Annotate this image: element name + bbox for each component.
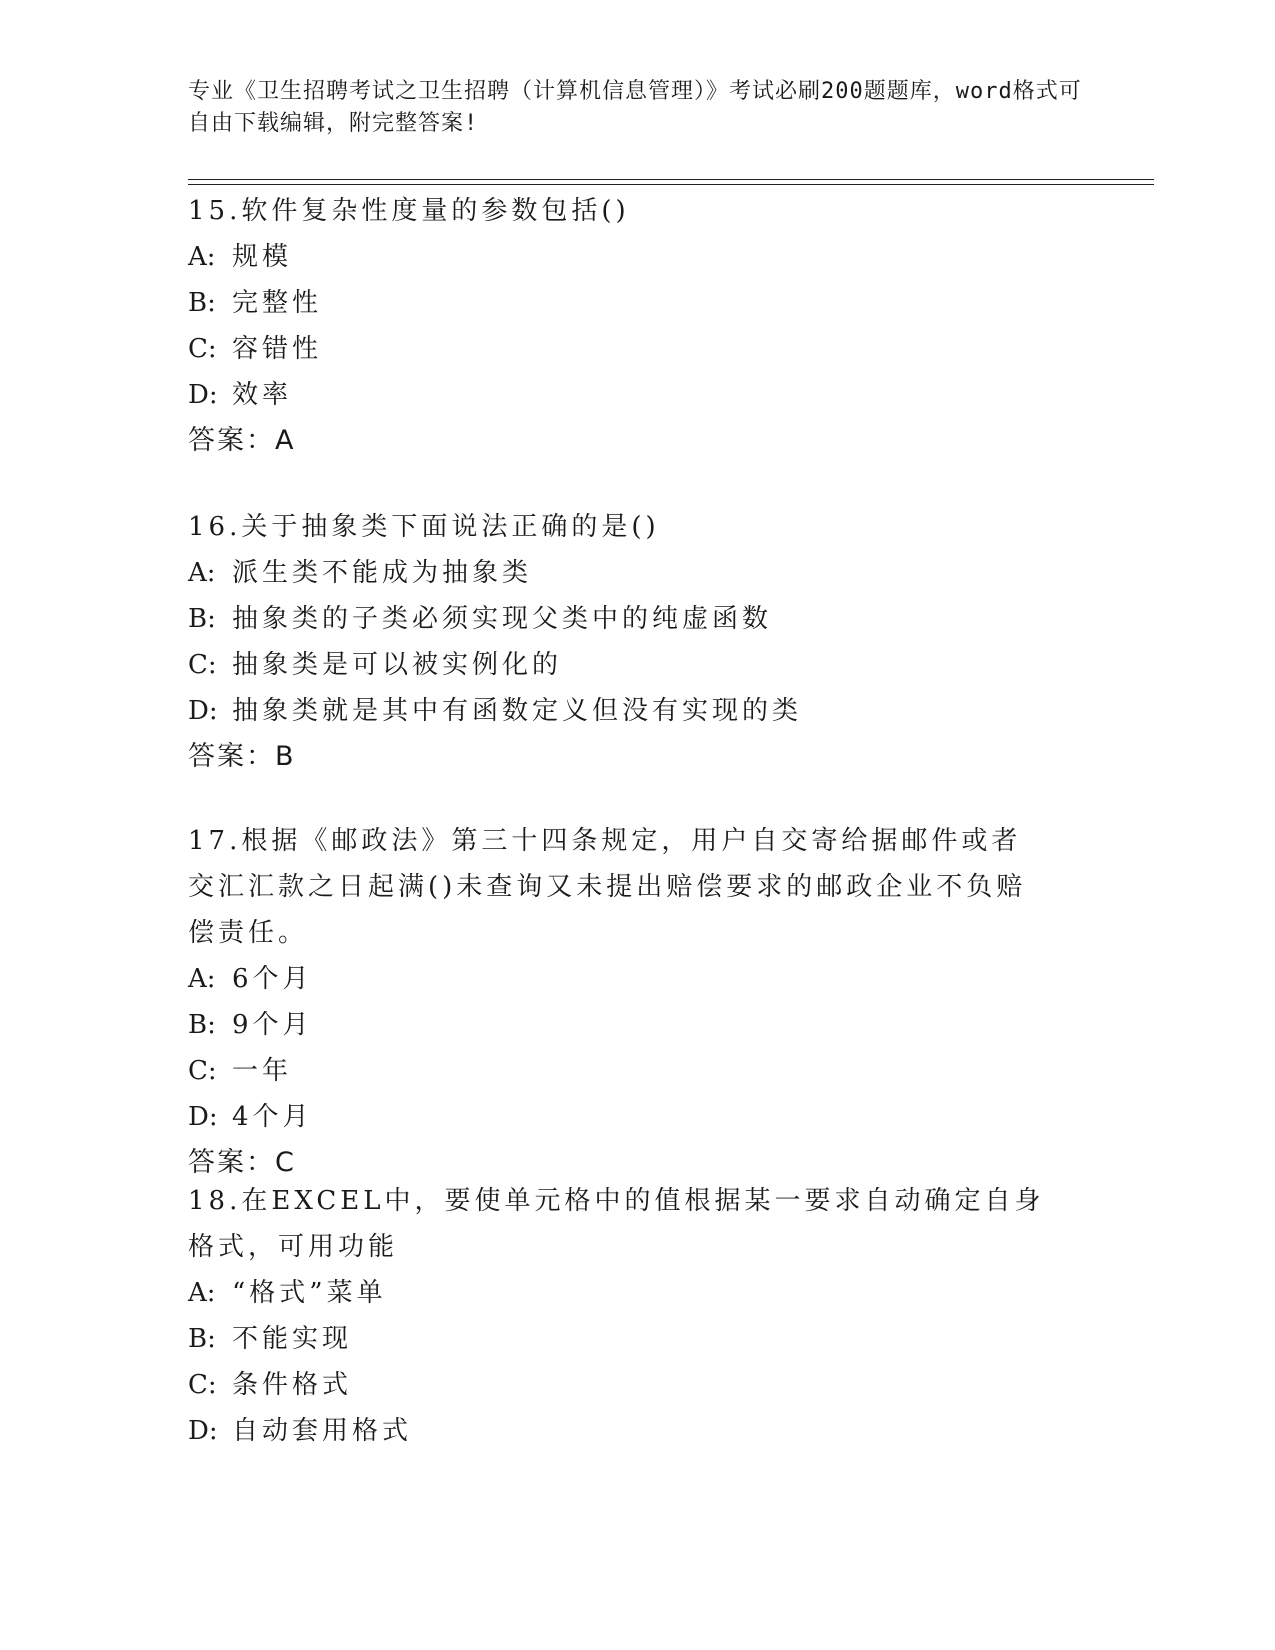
- option-key: C:: [188, 334, 217, 364]
- option-key: C:: [188, 1056, 217, 1086]
- option-a: [188, 956, 1088, 1002]
- option-key: D:: [188, 380, 218, 410]
- option-a: [188, 550, 1088, 596]
- option-text: 9个月: [232, 1010, 313, 1040]
- header-divider-bottom: [188, 184, 1154, 185]
- option-text: 条件格式: [232, 1370, 353, 1400]
- option-b: [188, 280, 1088, 326]
- document-header: 专业《卫生招聘考试之卫生招聘（计算机信息管理）》考试必刷200题题库，word格式可自由下载编辑，附完整答案!: [188, 79, 1082, 136]
- answer-label: 答案：B: [188, 741, 296, 772]
- option-key: C:: [188, 650, 217, 680]
- option-key: B:: [188, 604, 216, 634]
- option-text: 4个月: [232, 1102, 313, 1132]
- option-a: [188, 234, 1088, 280]
- option-c: [188, 1362, 1088, 1408]
- option-c: [188, 642, 1088, 688]
- option-text: 抽象类就是其中有函数定义但没有实现的类: [232, 696, 803, 726]
- option-text: 不能实现: [232, 1324, 353, 1354]
- question-16: [188, 504, 1088, 780]
- option-key: D:: [188, 1416, 218, 1446]
- option-key: D:: [188, 1102, 218, 1132]
- option-key: A:: [188, 242, 216, 272]
- header-divider-top: [188, 179, 1154, 180]
- option-key: B:: [188, 1324, 216, 1354]
- option-key: B:: [188, 288, 216, 318]
- answer-label: 答案：A: [188, 425, 296, 456]
- option-d: [188, 1094, 1088, 1140]
- option-text: 派生类不能成为抽象类: [232, 558, 533, 588]
- option-text: 6个月: [232, 964, 313, 994]
- option-b: [188, 596, 1088, 642]
- option-b: [188, 1002, 1088, 1048]
- option-text: 规模: [232, 242, 293, 272]
- option-text: “格式”菜单: [232, 1278, 387, 1308]
- option-d: [188, 688, 1088, 734]
- option-key: D:: [188, 696, 218, 726]
- option-text: 一年: [232, 1056, 293, 1086]
- option-c: [188, 326, 1088, 372]
- option-d: [188, 1408, 1088, 1454]
- option-key: C:: [188, 1370, 217, 1400]
- option-key: A:: [188, 1278, 216, 1308]
- option-text: 容错性: [232, 334, 323, 364]
- question-stem: 15.软件复杂性度量的参数包括(): [188, 196, 630, 226]
- option-key: B:: [188, 1010, 216, 1040]
- option-text: 抽象类的子类必须实现父类中的纯虚函数: [232, 604, 773, 634]
- answer-label: 答案：C: [188, 1147, 296, 1178]
- option-key: A:: [188, 964, 216, 994]
- option-text: 抽象类是可以被实例化的: [232, 650, 563, 680]
- question-stem: 18.在EXCEL中，要使单元格中的值根据某一要求自动确定自身格式，可用功能: [188, 1186, 1045, 1262]
- option-text: 自动套用格式: [232, 1416, 413, 1446]
- option-b: [188, 1316, 1088, 1362]
- option-key: A:: [188, 558, 216, 588]
- option-text: 完整性: [232, 288, 323, 318]
- option-a: [188, 1270, 1088, 1316]
- option-c: [188, 1048, 1088, 1094]
- question-18: [188, 1178, 1088, 1454]
- question-17: [188, 818, 1088, 1186]
- question-15: [188, 188, 1088, 464]
- option-d: [188, 372, 1088, 418]
- question-stem: 16.关于抽象类下面说法正确的是(): [188, 512, 660, 542]
- question-stem: 17.根据《邮政法》第三十四条规定，用户自交寄给据邮件或者交汇汇款之日起满()未查询又未提出赔偿要求的邮政企业不负赔偿责任。: [188, 826, 1027, 948]
- option-text: 效率: [232, 380, 293, 410]
